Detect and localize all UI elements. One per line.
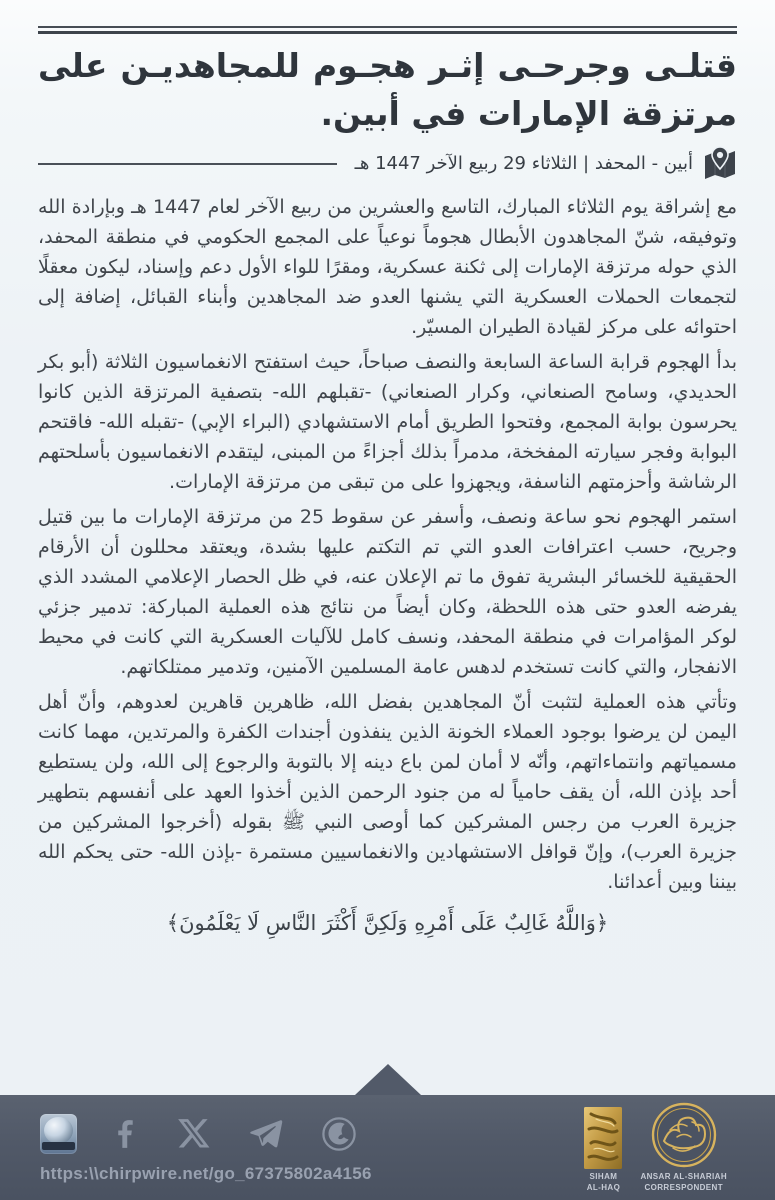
article-body (38, 192, 737, 897)
ansar-al-shariah-logo (640, 1101, 727, 1193)
x-icon[interactable] (177, 1117, 211, 1151)
siham-al-haq-banner-art (584, 1107, 622, 1169)
siham-al-haq-logo (584, 1107, 622, 1193)
dateline-rule (38, 163, 337, 165)
messenger-app-icon[interactable] (40, 1114, 77, 1154)
footer-links (0, 1095, 372, 1200)
telegram-icon[interactable] (247, 1117, 285, 1151)
social-icons-row (40, 1113, 372, 1155)
paragraph-1: مع إشراقة يوم الثلاثاء المبارك، التاسع والعشرين من ربيع الآخر لعام 1447 هـ وبإرادة الله وتوفيقه، شنّ المجاهدون الأبطال هجوماً نوعياً على المجمع الحكومي في منطقة المحفد، الذي حوله مرتزقة الإمارات إلى ثكنة عسكرية، ومقرًا للواء الأول دعم وإسناد، ليكون معقلًا لتجمعات الحملات العسكرية التي يشنها العدو ضد المجاهدين وأبناء القبائل، إضافة إلى احتوائه على مركز لقيادة الطيران المسيّر. (38, 195, 738, 338)
map-pin-icon (703, 146, 737, 182)
paragraph-2: بدأ الهجوم قرابة الساعة السابعة والنصف صباحاً، حيث استفتح الانغماسيون الثلاثة (أبو بكر الحديدي، وسامح الصنعاني، وكرار الصنعاني) -تقبلهم الله- بتصفية المرتزقة الذين كانوا يحرسون بوابة المجمع، وفتحوا الطريق أمام الاستشهادي (البراء الإبي) -تقبله الله- فاقتحم البوابة وفجر سيارته المفخخة، مدمراً بذلك أجزاءً من المبنى، ليتقدم الانغماسيون بأسلحتهم الرشاشة وأحزمتهم الناسفة، ويجهزوا على من تبقى من مرتزقة الإمارات. (38, 350, 737, 493)
dateline (38, 146, 737, 182)
paragraph-4: وتأتي هذه العملية لتثبت أنّ المجاهدين بفضل الله، ظاهرين قاهرين لعدوهم، وأنّ أهل اليمن لن يرضوا بوجود العملاء الخونة الذين ينفذون أجندات الكفرة والمرتدين، مهما كانت مسمياتهم وانتماءاتهم، وأنّه لا أمان لمن باع دينه إلا بالتوبة والرجوع إلى الله، ولن يستطيع أحد بإذن الله، أن يقف حامياً له من جنود الرحمن الذين أخذوا العهد على أنفسهم بتطهير جزيرة العرب من رجس المشركين كما أوصى النبي ﷺ بقوله (أخرجوا المشركين من جزيرة العرب)، وإنّ قوافل الاستشهادين والانغماسيين مستمرة -بإذن الله- حتى يحكم الله بيننا وبين أعدائنا. (38, 690, 737, 894)
footer-logos (584, 1095, 775, 1200)
footer-arrow-decoration (355, 1064, 421, 1095)
crescent-icon[interactable] (321, 1116, 357, 1152)
chirpwire-url[interactable]: https:\\chirpwire.net/go_67375802a4156 (40, 1164, 372, 1183)
siham-al-haq-caption: SIHAM AL-HAQ (586, 1172, 621, 1192)
paragraph-3: استمر الهجوم نحو ساعة ونصف، وأسفر عن سقوط 25 من مرتزقة الإمارات ما بين قتيل وجريح، حسب اعترافات العدو التي تم التكتم عليها بشدة، ويعتقد محللون أن الأرقام الحقيقية للخسائر البشرية تفوق ما تم الإعلان عنه، في ظل الحصار الإعلامي المشدد الذي يفرضه العدو حتى هذه اللحظة، وكان أيضاً من نتائج هذه العملية المباركة: تدمير جزئي لوكر المؤامرات في منطقة المحفد، ونسف كامل للآليات العسكرية التي كانت في محيط الانفجار، والتي كانت تستخدم لدهس عامة المسلمين الآمنين، وتدمير ممتلكاتهم. (38, 505, 737, 678)
app-logo-sphere (44, 1117, 73, 1144)
footer-bar (0, 1095, 775, 1200)
dateline-text: أبين - المحفد | الثلاثاء 29 ربيع الآخر 1447 هـ (354, 153, 693, 175)
app-logo-band (42, 1142, 75, 1150)
ansar-al-shariah-seal-art (650, 1101, 718, 1169)
quran-verse: ﴿وَاللَّهُ غَالِبٌ عَلَى أَمْرِهِ وَلَكِنَّ أَكْثَرَ النَّاسِ لَا يَعْلَمُونَ﴾ (166, 911, 609, 936)
facebook-icon[interactable] (113, 1116, 141, 1152)
ansar-al-shariah-caption: ANSAR AL-SHARIAH CORRESPONDENT (640, 1172, 727, 1192)
page-title: قتلـى وجرحـى إثـر هجـوم للمجاهديـن على مرتزقة الإمارات في أبين. (38, 46, 737, 133)
header-divider (38, 26, 737, 34)
